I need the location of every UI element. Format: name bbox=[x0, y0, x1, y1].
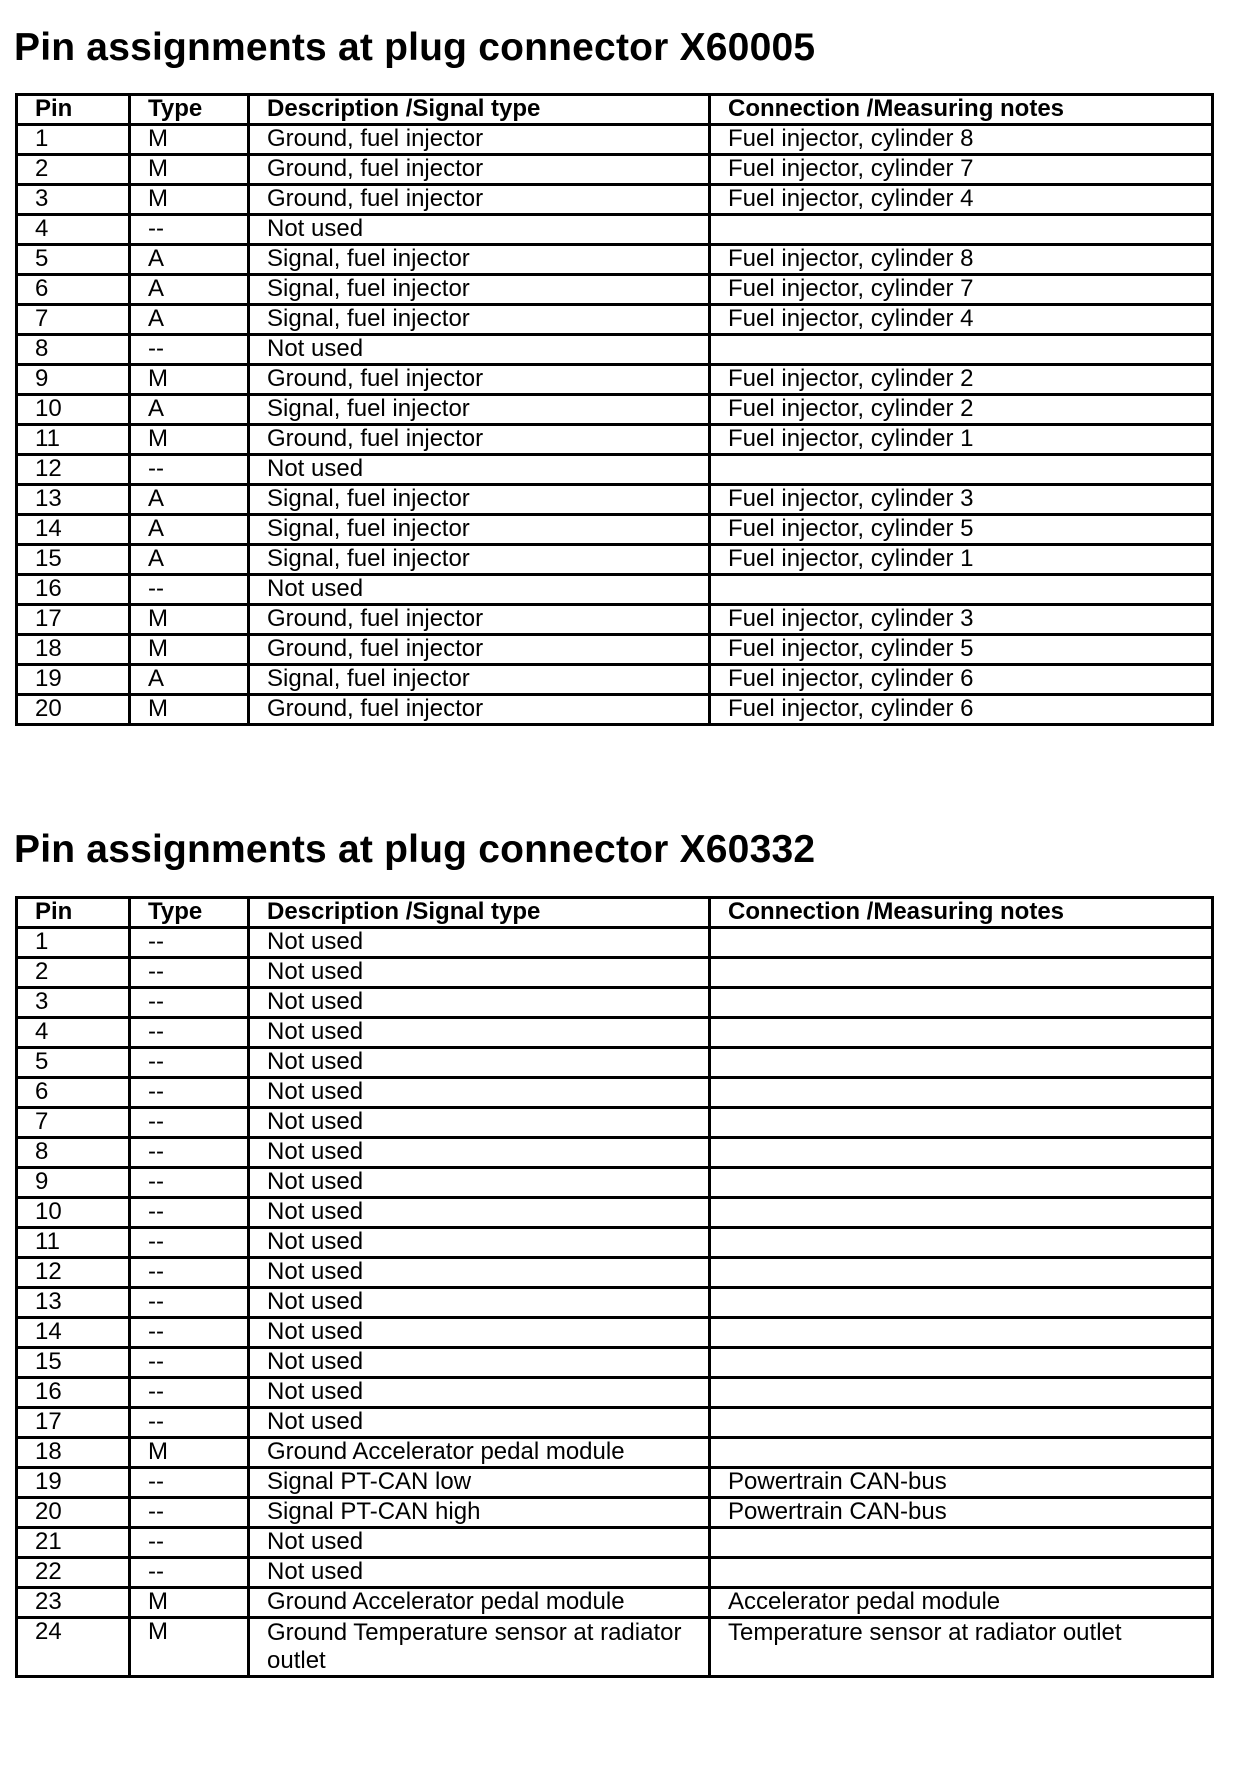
connection-cell: Fuel injector, cylinder 3 bbox=[710, 485, 1213, 515]
type-cell: M bbox=[130, 365, 249, 395]
type-cell: A bbox=[130, 395, 249, 425]
table-row bbox=[17, 1408, 1213, 1438]
pin-cell: 19 bbox=[17, 665, 130, 695]
pin-cell: 22 bbox=[17, 1558, 130, 1588]
connection-cell bbox=[710, 988, 1213, 1018]
connection-cell: Powertrain CAN-bus bbox=[710, 1468, 1213, 1498]
connection-header: Connection /Measuring notes bbox=[710, 95, 1213, 125]
table-row bbox=[17, 1528, 1213, 1558]
type-cell: -- bbox=[130, 1198, 249, 1228]
table-row bbox=[17, 515, 1213, 545]
table-row bbox=[17, 365, 1213, 395]
connection-cell: Powertrain CAN-bus bbox=[710, 1498, 1213, 1528]
table-row bbox=[17, 1168, 1213, 1198]
description-cell: Not used bbox=[249, 1408, 710, 1438]
table-row bbox=[17, 665, 1213, 695]
pin-cell: 18 bbox=[17, 1438, 130, 1468]
pin-cell: 17 bbox=[17, 1408, 130, 1438]
table-row bbox=[17, 485, 1213, 515]
type-cell: M bbox=[130, 185, 249, 215]
pin-cell: 16 bbox=[17, 1378, 130, 1408]
type-cell: M bbox=[130, 605, 249, 635]
section-title: Pin assignments at plug connector X60332 bbox=[14, 828, 816, 871]
table-row bbox=[17, 425, 1213, 455]
connection-cell: Fuel injector, cylinder 4 bbox=[710, 185, 1213, 215]
description-cell: Ground Accelerator pedal module bbox=[249, 1588, 710, 1618]
description-cell: Signal PT-CAN low bbox=[249, 1468, 710, 1498]
table-row bbox=[17, 455, 1213, 485]
description-cell: Not used bbox=[249, 1288, 710, 1318]
connection-cell bbox=[710, 1348, 1213, 1378]
description-cell: Signal, fuel injector bbox=[249, 665, 710, 695]
type-cell: M bbox=[130, 425, 249, 455]
table-row bbox=[17, 1288, 1213, 1318]
pin-table-x60005 bbox=[15, 93, 1214, 726]
pin-cell: 12 bbox=[17, 455, 130, 485]
type-cell: A bbox=[130, 485, 249, 515]
description-cell: Ground, fuel injector bbox=[249, 605, 710, 635]
description-cell: Not used bbox=[249, 1378, 710, 1408]
pin-cell: 11 bbox=[17, 1228, 130, 1258]
type-cell: -- bbox=[130, 1558, 249, 1588]
description-cell: Not used bbox=[249, 1198, 710, 1228]
connection-cell bbox=[710, 1558, 1213, 1588]
description-cell: Not used bbox=[249, 335, 710, 365]
pin-cell: 2 bbox=[17, 958, 130, 988]
description-cell: Signal, fuel injector bbox=[249, 515, 710, 545]
table-row bbox=[17, 305, 1213, 335]
connection-cell: Fuel injector, cylinder 8 bbox=[710, 245, 1213, 275]
table-row bbox=[17, 335, 1213, 365]
section-title: Pin assignments at plug connector X60005 bbox=[14, 26, 816, 69]
connection-cell bbox=[710, 1438, 1213, 1468]
connection-cell bbox=[710, 1408, 1213, 1438]
pin-cell: 16 bbox=[17, 575, 130, 605]
connection-cell bbox=[710, 335, 1213, 365]
type-cell: -- bbox=[130, 1228, 249, 1258]
connection-cell bbox=[710, 1288, 1213, 1318]
type-cell: A bbox=[130, 665, 249, 695]
pin-cell: 14 bbox=[17, 515, 130, 545]
table-row bbox=[17, 1048, 1213, 1078]
type-cell: -- bbox=[130, 1138, 249, 1168]
connection-cell: Fuel injector, cylinder 2 bbox=[710, 395, 1213, 425]
pin-cell: 10 bbox=[17, 395, 130, 425]
table-row bbox=[17, 1108, 1213, 1138]
description-cell: Not used bbox=[249, 1348, 710, 1378]
pin-table-x60332 bbox=[15, 896, 1214, 1678]
description-cell: Not used bbox=[249, 575, 710, 605]
table-row bbox=[17, 928, 1213, 958]
connection-cell: Fuel injector, cylinder 7 bbox=[710, 155, 1213, 185]
connection-cell bbox=[710, 1528, 1213, 1558]
connection-cell bbox=[710, 928, 1213, 958]
connection-cell bbox=[710, 958, 1213, 988]
description-cell: Signal, fuel injector bbox=[249, 245, 710, 275]
table-row bbox=[17, 1588, 1213, 1618]
connection-cell bbox=[710, 1048, 1213, 1078]
type-cell: M bbox=[130, 1588, 249, 1618]
type-header: Type bbox=[130, 95, 249, 125]
connection-cell: Fuel injector, cylinder 6 bbox=[710, 665, 1213, 695]
description-cell: Ground, fuel injector bbox=[249, 185, 710, 215]
description-cell: Ground, fuel injector bbox=[249, 125, 710, 155]
pin-cell: 4 bbox=[17, 215, 130, 245]
description-cell: Ground Accelerator pedal module bbox=[249, 1438, 710, 1468]
connection-cell: Accelerator pedal module bbox=[710, 1588, 1213, 1618]
description-cell: Not used bbox=[249, 1318, 710, 1348]
type-cell: -- bbox=[130, 1378, 249, 1408]
type-cell: M bbox=[130, 1618, 249, 1677]
description-cell: Not used bbox=[249, 1228, 710, 1258]
description-cell: Not used bbox=[249, 1048, 710, 1078]
type-cell: A bbox=[130, 245, 249, 275]
type-cell: -- bbox=[130, 215, 249, 245]
connection-cell bbox=[710, 575, 1213, 605]
description-cell: Not used bbox=[249, 455, 710, 485]
description-cell: Ground, fuel injector bbox=[249, 635, 710, 665]
table-row bbox=[17, 1348, 1213, 1378]
pin-cell: 11 bbox=[17, 425, 130, 455]
pin-cell: 19 bbox=[17, 1468, 130, 1498]
description-cell: Not used bbox=[249, 1258, 710, 1288]
connection-cell: Fuel injector, cylinder 1 bbox=[710, 545, 1213, 575]
type-cell: A bbox=[130, 545, 249, 575]
description-cell: Ground, fuel injector bbox=[249, 425, 710, 455]
type-header: Type bbox=[130, 898, 249, 928]
description-cell: Not used bbox=[249, 1018, 710, 1048]
type-cell: -- bbox=[130, 1258, 249, 1288]
type-cell: M bbox=[130, 155, 249, 185]
pin-cell: 13 bbox=[17, 485, 130, 515]
type-cell: -- bbox=[130, 1528, 249, 1558]
description-cell: Signal, fuel injector bbox=[249, 545, 710, 575]
table-row bbox=[17, 1468, 1213, 1498]
description-cell: Signal PT-CAN high bbox=[249, 1498, 710, 1528]
description-cell: Not used bbox=[249, 988, 710, 1018]
pin-cell: 15 bbox=[17, 1348, 130, 1378]
description-cell: Ground, fuel injector bbox=[249, 695, 710, 725]
connection-cell bbox=[710, 1198, 1213, 1228]
description-cell: Not used bbox=[249, 1078, 710, 1108]
description-cell: Not used bbox=[249, 1528, 710, 1558]
type-cell: -- bbox=[130, 1168, 249, 1198]
pin-cell: 20 bbox=[17, 1498, 130, 1528]
description-cell: Ground Temperature sensor at radiator outlet bbox=[249, 1618, 710, 1677]
connection-cell bbox=[710, 1228, 1213, 1258]
table-row bbox=[17, 1558, 1213, 1588]
connection-cell bbox=[710, 1258, 1213, 1288]
description-cell: Not used bbox=[249, 958, 710, 988]
table-row bbox=[17, 275, 1213, 305]
type-cell: -- bbox=[130, 1048, 249, 1078]
connection-cell bbox=[710, 1018, 1213, 1048]
pin-cell: 20 bbox=[17, 695, 130, 725]
table-row bbox=[17, 395, 1213, 425]
description-cell: Ground, fuel injector bbox=[249, 155, 710, 185]
pin-cell: 7 bbox=[17, 305, 130, 335]
header-row bbox=[17, 898, 1213, 928]
connection-cell: Fuel injector, cylinder 2 bbox=[710, 365, 1213, 395]
pin-cell: 6 bbox=[17, 275, 130, 305]
table-row bbox=[17, 988, 1213, 1018]
pin-cell: 18 bbox=[17, 635, 130, 665]
table-row bbox=[17, 958, 1213, 988]
description-cell: Not used bbox=[249, 1138, 710, 1168]
connection-cell: Temperature sensor at radiator outlet bbox=[710, 1618, 1213, 1677]
type-cell: M bbox=[130, 1438, 249, 1468]
pin-cell: 8 bbox=[17, 335, 130, 365]
description-header: Description /Signal type bbox=[249, 898, 710, 928]
pin-cell: 15 bbox=[17, 545, 130, 575]
type-cell: M bbox=[130, 635, 249, 665]
pin-cell: 6 bbox=[17, 1078, 130, 1108]
pin-cell: 3 bbox=[17, 988, 130, 1018]
connection-cell bbox=[710, 455, 1213, 485]
table-row bbox=[17, 1618, 1213, 1677]
table-row bbox=[17, 1078, 1213, 1108]
pin-cell: 7 bbox=[17, 1108, 130, 1138]
pin-cell: 5 bbox=[17, 245, 130, 275]
type-cell: M bbox=[130, 125, 249, 155]
table-row bbox=[17, 215, 1213, 245]
pin-cell: 14 bbox=[17, 1318, 130, 1348]
pin-cell: 1 bbox=[17, 928, 130, 958]
description-cell: Signal, fuel injector bbox=[249, 485, 710, 515]
table-row bbox=[17, 575, 1213, 605]
connection-cell: Fuel injector, cylinder 3 bbox=[710, 605, 1213, 635]
table-row bbox=[17, 1138, 1213, 1168]
description-cell: Ground, fuel injector bbox=[249, 365, 710, 395]
connection-cell: Fuel injector, cylinder 5 bbox=[710, 515, 1213, 545]
pin-cell: 13 bbox=[17, 1288, 130, 1318]
table-row bbox=[17, 1318, 1213, 1348]
description-header: Description /Signal type bbox=[249, 95, 710, 125]
pin-cell: 23 bbox=[17, 1588, 130, 1618]
connection-cell: Fuel injector, cylinder 1 bbox=[710, 425, 1213, 455]
type-cell: -- bbox=[130, 575, 249, 605]
type-cell: -- bbox=[130, 928, 249, 958]
connection-cell bbox=[710, 1318, 1213, 1348]
connection-cell bbox=[710, 1108, 1213, 1138]
pin-cell: 1 bbox=[17, 125, 130, 155]
description-cell: Not used bbox=[249, 1168, 710, 1198]
pin-cell: 8 bbox=[17, 1138, 130, 1168]
pin-cell: 10 bbox=[17, 1198, 130, 1228]
type-cell: -- bbox=[130, 1018, 249, 1048]
description-cell: Not used bbox=[249, 1558, 710, 1588]
pin-cell: 9 bbox=[17, 1168, 130, 1198]
type-cell: -- bbox=[130, 1468, 249, 1498]
pin-cell: 3 bbox=[17, 185, 130, 215]
pin-cell: 12 bbox=[17, 1258, 130, 1288]
pin-cell: 21 bbox=[17, 1528, 130, 1558]
table-row bbox=[17, 245, 1213, 275]
table-row bbox=[17, 125, 1213, 155]
description-cell: Signal, fuel injector bbox=[249, 275, 710, 305]
table-row bbox=[17, 155, 1213, 185]
type-cell: -- bbox=[130, 1318, 249, 1348]
table-row bbox=[17, 605, 1213, 635]
table-row bbox=[17, 1258, 1213, 1288]
type-cell: -- bbox=[130, 1408, 249, 1438]
pin-cell: 24 bbox=[17, 1618, 130, 1677]
type-cell: A bbox=[130, 305, 249, 335]
pin-cell: 5 bbox=[17, 1048, 130, 1078]
type-cell: -- bbox=[130, 455, 249, 485]
description-cell: Not used bbox=[249, 928, 710, 958]
pin-cell: 2 bbox=[17, 155, 130, 185]
pin-cell: 9 bbox=[17, 365, 130, 395]
type-cell: A bbox=[130, 515, 249, 545]
connection-cell: Fuel injector, cylinder 8 bbox=[710, 125, 1213, 155]
connection-cell: Fuel injector, cylinder 6 bbox=[710, 695, 1213, 725]
table-row bbox=[17, 1378, 1213, 1408]
type-cell: A bbox=[130, 275, 249, 305]
connection-cell bbox=[710, 1138, 1213, 1168]
description-cell: Signal, fuel injector bbox=[249, 305, 710, 335]
type-cell: -- bbox=[130, 1348, 249, 1378]
type-cell: -- bbox=[130, 1288, 249, 1318]
type-cell: -- bbox=[130, 958, 249, 988]
table-row bbox=[17, 1498, 1213, 1528]
type-cell: -- bbox=[130, 1108, 249, 1138]
table-row bbox=[17, 1228, 1213, 1258]
type-cell: -- bbox=[130, 1498, 249, 1528]
type-cell: M bbox=[130, 695, 249, 725]
pin-header: Pin bbox=[17, 95, 130, 125]
type-cell: -- bbox=[130, 335, 249, 365]
description-cell: Signal, fuel injector bbox=[249, 395, 710, 425]
connection-cell bbox=[710, 1168, 1213, 1198]
table-row bbox=[17, 635, 1213, 665]
table-row bbox=[17, 545, 1213, 575]
connection-cell bbox=[710, 215, 1213, 245]
table-row bbox=[17, 1198, 1213, 1228]
connection-header: Connection /Measuring notes bbox=[710, 898, 1213, 928]
pin-cell: 4 bbox=[17, 1018, 130, 1048]
type-cell: -- bbox=[130, 1078, 249, 1108]
connection-cell bbox=[710, 1078, 1213, 1108]
connection-cell: Fuel injector, cylinder 5 bbox=[710, 635, 1213, 665]
table-row bbox=[17, 1438, 1213, 1468]
connection-cell: Fuel injector, cylinder 7 bbox=[710, 275, 1213, 305]
description-cell: Not used bbox=[249, 1108, 710, 1138]
pin-header: Pin bbox=[17, 898, 130, 928]
pin-cell: 17 bbox=[17, 605, 130, 635]
table-row bbox=[17, 185, 1213, 215]
table-row bbox=[17, 1018, 1213, 1048]
connection-cell: Fuel injector, cylinder 4 bbox=[710, 305, 1213, 335]
table-row bbox=[17, 695, 1213, 725]
connection-cell bbox=[710, 1378, 1213, 1408]
description-cell: Not used bbox=[249, 215, 710, 245]
type-cell: -- bbox=[130, 988, 249, 1018]
header-row bbox=[17, 95, 1213, 125]
